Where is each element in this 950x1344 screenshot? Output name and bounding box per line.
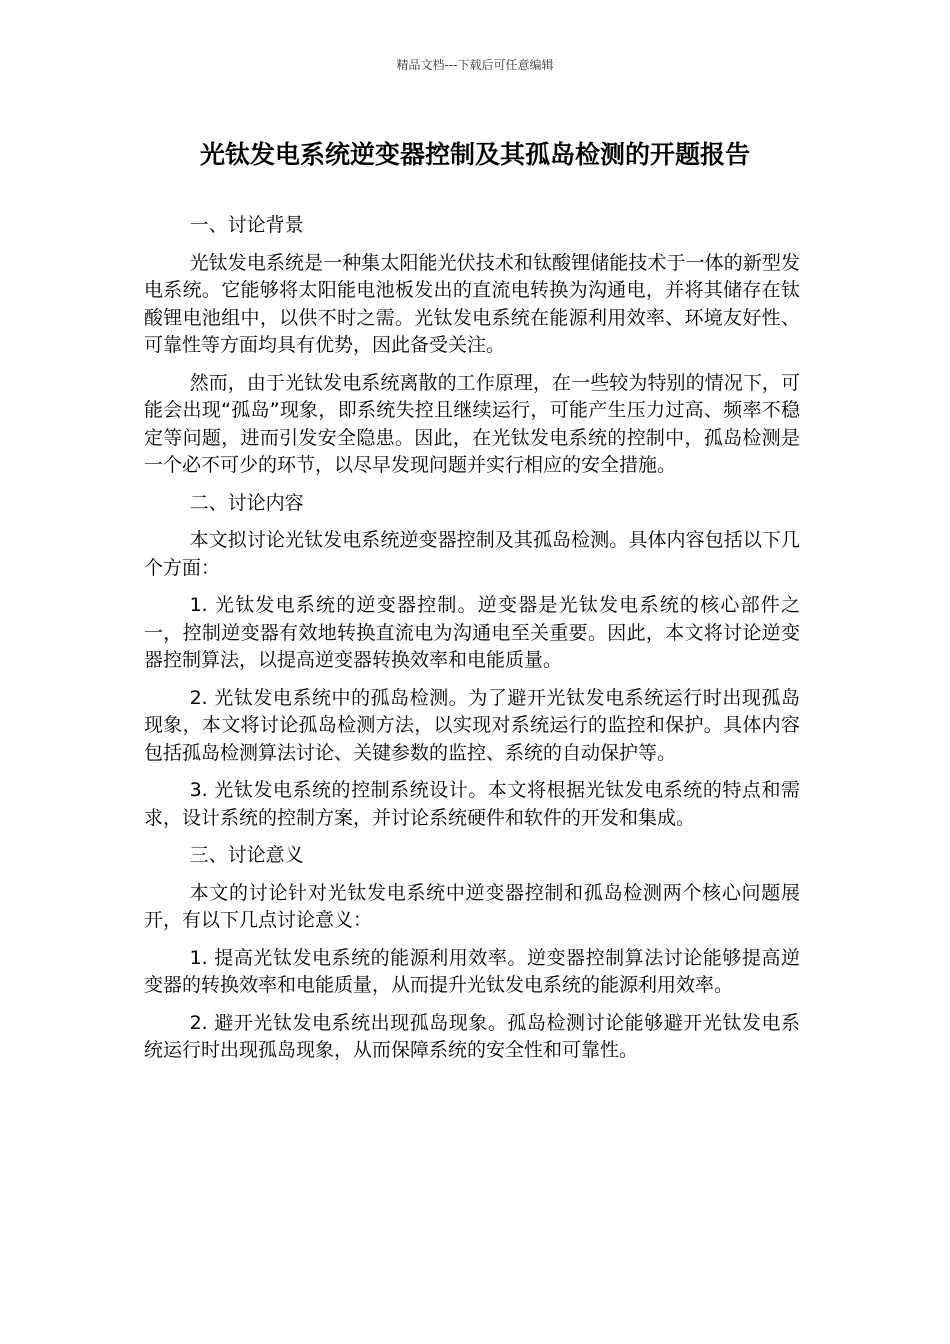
page-header: 精品文档---下载后可任意编辑	[396, 58, 554, 72]
list-item: 1. 提高光钛发电系统的能源利用效率。逆变器控制算法讨论能够提高逆变器的转换效率和电能质量，从而提升光钛发电系统的能源利用效率。	[144, 946, 800, 996]
document-title: 光钛发电系统逆变器控制及其孤岛检测的开题报告	[199, 140, 750, 169]
paragraph: 光钛发电系统是一种集太阳能光伏技术和钛酸锂储能技术于一体的新型发电系统。它能够将太阳能电池板发出的直流电转换为沟通电，并将其储存在钛酸锂电池组中，以供不时之需。光钛发电系统在能源利用效率、环境友好性、可靠性等方面均具有优势，因此备受关注。	[144, 251, 800, 356]
paragraph: 然而，由于光钛发电系统离散的工作原理，在一些较为特别的情况下，可能会出现“孤岛”现象，即系统失控且继续运行，可能产生压力过高、频率不稳定等问题，进而引发安全隐患。因此，在光钛发电系统的控制中，孤岛检测是一个必不可少的环节，以尽早发现问题并实行相应的安全措施。	[144, 371, 800, 476]
paragraph: 本文拟讨论光钛发电系统逆变器控制及其孤岛检测。具体内容包括以下几个方面：	[144, 529, 800, 579]
list-item: 3. 光钛发电系统的控制系统设计。本文将根据光钛发电系统的特点和需求，设计系统的控制方案，并讨论系统硬件和软件的开发和集成。	[144, 779, 800, 829]
section-heading: 一、讨论背景	[189, 214, 304, 236]
section-heading: 三、讨论意义	[189, 844, 304, 866]
section-heading: 二、讨论内容	[189, 491, 304, 514]
list-item: 2. 避开光钛发电系统出现孤岛现象。孤岛检测讨论能够避开光钛发电系统运行时出现孤岛现象，从而保障系统的安全性和可靠性。	[144, 1011, 800, 1061]
list-item: 2. 光钛发电系统中的孤岛检测。为了避开光钛发电系统运行时出现孤岛现象，本文将讨论孤岛检测方法，以实现对系统运行的监控和保护。具体内容包括孤岛检测算法讨论、关键参数的监控、系统的自动保护等。	[144, 686, 800, 764]
paragraph: 本文的讨论针对光钛发电系统中逆变器控制和孤岛检测两个核心问题展开，有以下几点讨论意义：	[144, 881, 800, 931]
document-body	[144, 212, 800, 1075]
list-item: 1. 光钛发电系统的逆变器控制。逆变器是光钛发电系统的核心部件之一，控制逆变器有效地转换直流电为沟通电至关重要。因此，本文将讨论逆变器控制算法，以提高逆变器转换效率和电能质量。	[144, 594, 800, 671]
